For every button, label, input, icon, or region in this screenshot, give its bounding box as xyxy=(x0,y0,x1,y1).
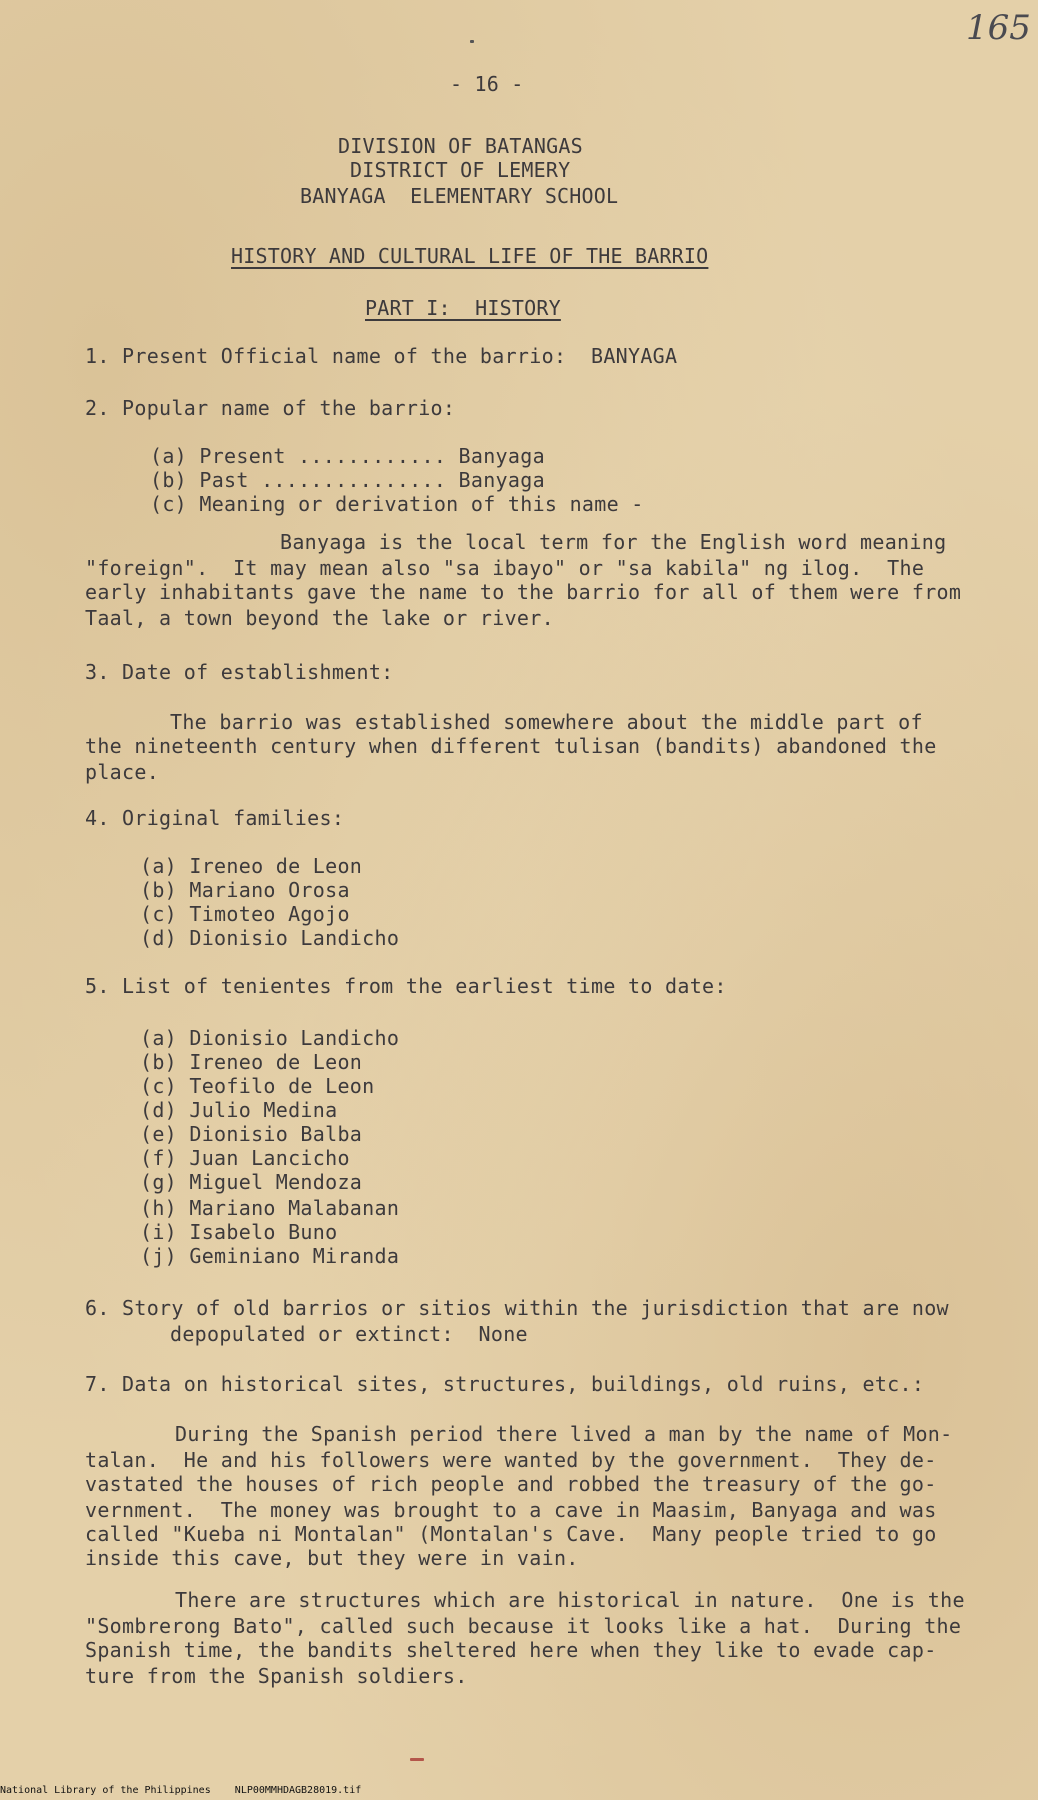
item-3-para-line: The barrio was established somewhere about the middle part of xyxy=(170,710,923,734)
item-4: 4. Original families: xyxy=(85,806,345,830)
archive-footer: National Library of the Philippines NLP00MMHDAGB28019.tif xyxy=(0,1785,362,1796)
teniente-item: (j) Geminiano Miranda xyxy=(140,1244,400,1268)
item-2b: (b) Past ............... Banyaga xyxy=(150,468,545,492)
item-2: 2. Popular name of the barrio: xyxy=(85,396,456,420)
item-7-para2-line: There are structures which are historical in nature. One is the xyxy=(175,1588,965,1612)
teniente-item: (b) Ireneo de Leon xyxy=(140,1050,363,1074)
item-1: 1. Present Official name of the barrio: BANYAGA xyxy=(85,344,678,368)
family-item: (a) Ireneo de Leon xyxy=(140,854,363,878)
page-number: - 16 - xyxy=(450,72,524,96)
handwritten-page-number: 165 xyxy=(966,8,1031,48)
family-item: (b) Mariano Orosa xyxy=(140,878,350,902)
teniente-item: (c) Teofilo de Leon xyxy=(140,1074,375,1098)
teniente-item: (h) Mariano Malabanan xyxy=(140,1196,400,1220)
item-7-para2-line: "Sombrerong Bato", called such because it looks like a hat. During the xyxy=(85,1614,962,1638)
teniente-item: (f) Juan Lancicho xyxy=(140,1146,350,1170)
item-7-para-line: During the Spanish period there lived a man by the name of Mon- xyxy=(175,1422,953,1446)
family-item: (c) Timoteo Agojo xyxy=(140,902,350,926)
item-5: 5. List of tenientes from the earliest time to date: xyxy=(85,974,727,998)
item-7-para-line: talan. He and his followers were wanted by the government. They de- xyxy=(85,1448,937,1472)
item-2-para-line: early inhabitants gave the name to the barrio for all of them were from xyxy=(85,580,962,604)
ink-mark xyxy=(470,40,474,43)
item-3-para-line: place. xyxy=(85,760,160,784)
item-2-para-line: Taal, a town beyond the lake or river. xyxy=(85,606,554,630)
item-7: 7. Data on historical sites, structures, buildings, old ruins, etc.: xyxy=(85,1372,925,1396)
item-6: 6. Story of old barrios or sitios within the jurisdiction that are now xyxy=(85,1296,949,1320)
part-heading: PART I: HISTORY xyxy=(365,296,561,320)
item-2-para-line: "foreign". It may mean also "sa ibayo" or "sa kabila" ng ilog. The xyxy=(85,556,925,580)
item-6-line-2: depopulated or extinct: None xyxy=(170,1322,528,1346)
header-district: DISTRICT OF LEMERY xyxy=(350,158,571,182)
item-3-para-line: the nineteenth century when different tulisan (bandits) abandoned the xyxy=(85,734,937,758)
item-2-para-line: Banyaga is the local term for the English word meaning xyxy=(280,530,947,554)
item-7-para2-line: Spanish time, the bandits sheltered here when they like to evade cap- xyxy=(85,1638,937,1662)
ink-mark xyxy=(410,1758,424,1761)
header-division: DIVISION OF BATANGAS xyxy=(338,134,583,158)
teniente-item: (e) Dionisio Balba xyxy=(140,1122,363,1146)
item-7-para-line: vernment. The money was brought to a cave in Maasim, Banyaga and was xyxy=(85,1498,937,1522)
teniente-item: (g) Miguel Mendoza xyxy=(140,1170,363,1194)
family-item: (d) Dionisio Landicho xyxy=(140,926,400,950)
teniente-item: (d) Julio Medina xyxy=(140,1098,338,1122)
item-3: 3. Date of establishment: xyxy=(85,660,394,684)
document-title: HISTORY AND CULTURAL LIFE OF THE BARRIO xyxy=(231,244,709,268)
item-7-para-line: inside this cave, but they were in vain. xyxy=(85,1546,579,1570)
item-7-para-line: vastated the houses of rich people and robbed the treasury of the go- xyxy=(85,1472,937,1496)
item-2a: (a) Present ............ Banyaga xyxy=(150,444,545,468)
header-school: BANYAGA ELEMENTARY SCHOOL xyxy=(300,184,619,208)
teniente-item: (a) Dionisio Landicho xyxy=(140,1026,400,1050)
item-7-para2-line: ture from the Spanish soldiers. xyxy=(85,1664,468,1688)
item-2c: (c) Meaning or derivation of this name - xyxy=(150,492,644,516)
item-7-para-line: called "Kueba ni Montalan" (Montalan's Cave. Many people tried to go xyxy=(85,1522,937,1546)
teniente-item: (i) Isabelo Buno xyxy=(140,1220,338,1244)
